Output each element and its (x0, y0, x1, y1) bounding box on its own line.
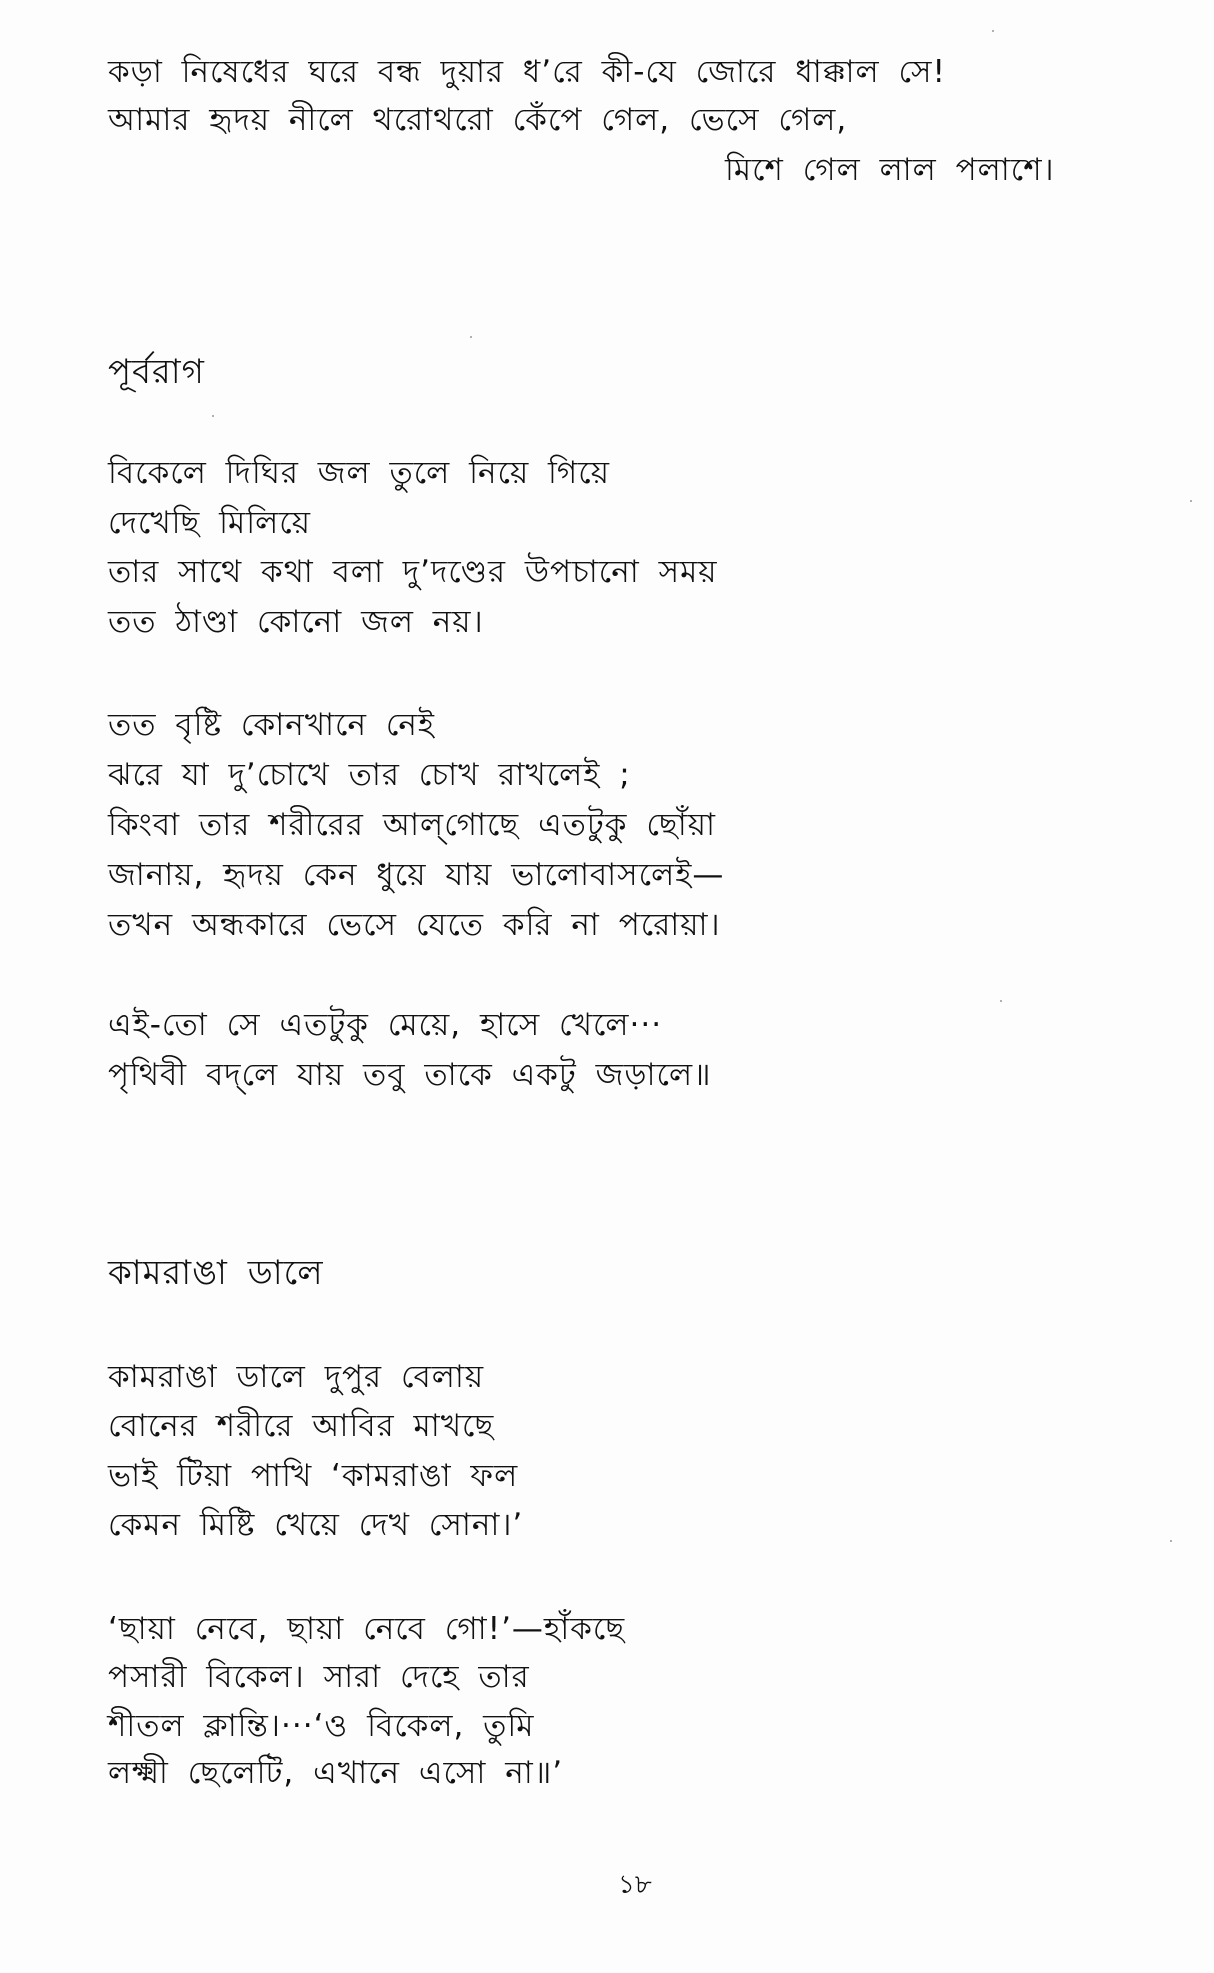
poem-line: বিকেলে দিঘির জল তুলে নিয়ে গিয়ে (108, 455, 610, 491)
poem-title: পূর্বরাগ (108, 352, 205, 392)
scan-speck (992, 30, 994, 32)
poem-line: ভাই টিয়া পাখি ‘কামরাঙা ফল (108, 1458, 519, 1494)
poem-line: বোনের শরীরে আবির মাখছে (108, 1408, 495, 1444)
poem-line: কামরাঙা ডালে দুপুর বেলায় (108, 1359, 485, 1395)
poem-line: ঝরে যা দু’চোখে তার চোখ রাখলেই ; (108, 757, 631, 793)
poem-line: তত বৃষ্টি কোনখানে নেই (108, 707, 436, 743)
scan-speck (1190, 500, 1192, 502)
poem-line: আমার হৃদয় নীলে থরোথরো কেঁপে গেল, ভেসে গেল, (108, 102, 848, 138)
poem-line: দেখেছি মিলিয়ে (108, 505, 311, 541)
poem-line: কেমন মিষ্টি খেয়ে দেখ সোনা।’ (108, 1507, 524, 1543)
poem-line: কড়া নিষেধের ঘরে বন্ধ দুয়ার ধ’রে কী-যে জোরে ধাক্কাল সে! (108, 54, 946, 90)
scan-speck (1170, 1540, 1172, 1542)
poem-line: জানায়, হৃদয় কেন ধুয়ে যায় ভালোবাসলেই— (108, 857, 725, 893)
poem-line: এই-তো সে এতটুকু মেয়ে, হাসে খেলে··· (108, 1007, 663, 1043)
poem-line: মিশে গেল লাল পলাশে। (725, 152, 1055, 188)
page-number: ১৮ (618, 1870, 652, 1900)
scan-speck (1000, 1000, 1002, 1002)
poem-line: শীতল ক্লান্তি।···‘ও বিকেল, তুমি (108, 1708, 535, 1744)
poem-line: পসারী বিকেল। সারা দেহে তার (108, 1659, 530, 1695)
poem-line: পৃথিবী বদ্‌লে যায় তবু তাকে একটু জড়ালে॥ (108, 1057, 712, 1093)
poem-title: কামরাঙা ডালে (108, 1253, 324, 1293)
poem-line: ‘ছায়া নেবে, ছায়া নেবে গো!’—হাঁকছে (108, 1611, 626, 1647)
poem-line: তখন অন্ধকারে ভেসে যেতে করি না পরোয়া। (108, 907, 721, 943)
scan-speck (470, 336, 472, 338)
poem-line: তত ঠাণ্ডা কোনো জল নয়। (108, 604, 484, 640)
poem-line: কিংবা তার শরীরের আল্‌গোছে এতটুকু ছোঁয়া (108, 807, 716, 843)
scan-speck (212, 415, 214, 417)
poem-line: তার সাথে কথা বলা দু’দণ্ডের উপচানো সময় (108, 554, 718, 590)
poem-line: লক্ষ্মী ছেলেটি, এখানে এসো না॥’ (108, 1755, 564, 1791)
